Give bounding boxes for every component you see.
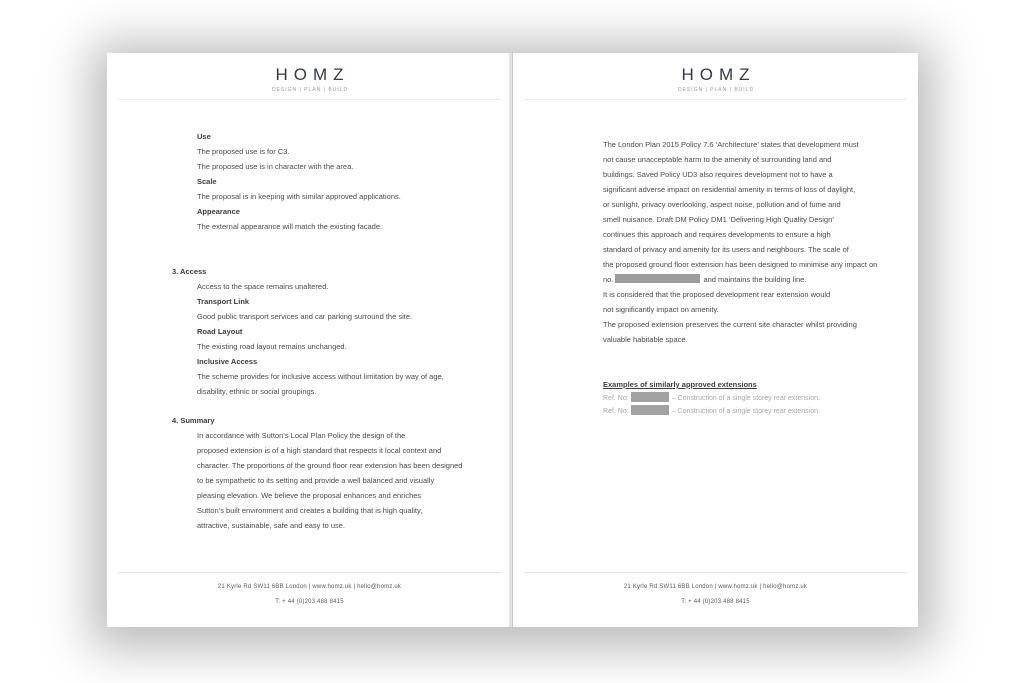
redacted-line bbox=[603, 272, 894, 287]
document-page-left bbox=[107, 53, 512, 627]
footer-divider bbox=[524, 572, 907, 573]
body-line: to be sympathetic to its setting and provide a well balanced and visually bbox=[197, 476, 435, 485]
logo-tagline: DESIGN | PLAN | BUILD bbox=[677, 87, 755, 93]
page-content bbox=[172, 129, 488, 533]
body-line: character. The proportions of the ground floor rear extension has been designed bbox=[197, 461, 463, 470]
spacer bbox=[603, 347, 894, 377]
spacer bbox=[197, 234, 488, 264]
page-header bbox=[107, 65, 512, 93]
logo-tagline: DESIGN | PLAN | BUILD bbox=[271, 87, 349, 93]
body-line: The proposed use is in character with the area. bbox=[197, 162, 354, 171]
spacer bbox=[197, 399, 488, 413]
body-line: or sunlight, privacy overlooking, aspect noise, pollution and of fume and bbox=[603, 200, 841, 209]
body-line: the proposed ground floor extension has been designed to minimise any impact on bbox=[603, 260, 878, 269]
header-divider bbox=[118, 99, 501, 100]
page-footer bbox=[513, 580, 918, 610]
body-line: Sutton’s built environment and creates a building that is high quality, bbox=[197, 506, 423, 515]
body-line: significant adverse impact on residential amenity in terms of loss of daylight, bbox=[603, 185, 856, 194]
sub-heading: Appearance bbox=[197, 207, 240, 216]
sub-heading: Transport Link bbox=[197, 297, 250, 306]
section-heading: 3. Access bbox=[172, 267, 207, 276]
page-header bbox=[513, 65, 918, 93]
body-line: proposed extension is of a high standard that respects it local context and bbox=[197, 446, 442, 455]
reference-line bbox=[603, 405, 894, 418]
body-line: attractive, sustainable, safe and easy to use. bbox=[197, 521, 346, 530]
body-line: not cause unacceptable harm to the amenity of surrounding land and bbox=[603, 155, 832, 164]
reference-line bbox=[603, 392, 894, 405]
body-line: The proposed extension preserves the current site character whilst providing bbox=[603, 320, 857, 329]
line-text: and maintains the building line. bbox=[703, 275, 807, 284]
sub-heading: Use bbox=[197, 132, 211, 141]
line-text: – Construction of a single storey rear extension. bbox=[671, 408, 820, 415]
line-prefix: Ref. No: bbox=[603, 395, 629, 402]
body-line: continues this approach and requires developments to ensure a high bbox=[603, 230, 831, 239]
body-line: not significantly impact on amenity. bbox=[603, 305, 719, 314]
body-line: The external appearance will match the existing facade. bbox=[197, 222, 383, 231]
body-line: It is considered that the proposed development rear extension would bbox=[603, 290, 831, 299]
body-line: The London Plan 2015 Policy 7.6 ‘Architecture’ states that development must bbox=[603, 140, 859, 149]
body-line: smell nuisance. Draft DM Policy DM1 ‘Delivering High Quality Design’ bbox=[603, 215, 834, 224]
footer-address: 21 Kyrle Rd SW11 6BB London | www.homz.uk | hello@homz.uk bbox=[623, 584, 808, 590]
body-line: Good public transport services and car parking surround the site. bbox=[197, 312, 413, 321]
line-prefix: no. bbox=[603, 275, 614, 284]
line-prefix: Ref. No: bbox=[603, 408, 629, 415]
document-page-right bbox=[512, 53, 918, 627]
body-line: pleasing elevation. We believe the proposal enhances and enriches bbox=[197, 491, 422, 500]
body-line: The existing road layout remains unchanged. bbox=[197, 342, 347, 351]
footer-divider bbox=[118, 572, 501, 573]
body-line: valuable habitable space. bbox=[603, 335, 688, 344]
footer-address: 21 Kyrle Rd SW11 6BB London | www.homz.uk | hello@homz.uk bbox=[217, 584, 402, 590]
header-divider bbox=[524, 99, 907, 100]
redaction-box bbox=[615, 274, 700, 283]
page-content bbox=[603, 137, 894, 418]
examples-heading: Examples of similarly approved extensions bbox=[603, 380, 757, 389]
sub-heading: Road Layout bbox=[197, 327, 243, 336]
body-line: standard of privacy and amenity for its users and neighbours. The scale of bbox=[603, 245, 849, 254]
body-line: The proposed use is for C3. bbox=[197, 147, 290, 156]
page-footer bbox=[107, 580, 512, 610]
homz-logo: HOMZ bbox=[275, 65, 350, 84]
line-text: – Construction of a single storey rear extension. bbox=[671, 395, 820, 402]
body-line: The scheme provides for inclusive access without limitation by way of age, bbox=[197, 372, 444, 381]
body-line: In accordance with Sutton’s Local Plan Policy the design of the bbox=[197, 431, 406, 440]
sub-heading: Inclusive Access bbox=[197, 357, 258, 366]
homz-logo: HOMZ bbox=[681, 65, 756, 84]
body-line: disability, ethnic or social groupings. bbox=[197, 387, 317, 396]
body-line: Access to the space remains unaltered. bbox=[197, 282, 329, 291]
redaction-box bbox=[631, 405, 669, 415]
redaction-box bbox=[631, 392, 669, 402]
footer-phone: T: + 44 (0)203 488 8415 bbox=[681, 599, 750, 605]
section-heading: 4. Summary bbox=[172, 416, 215, 425]
body-line: buildings. Saved Policy UD3 also requires development not to have a bbox=[603, 170, 833, 179]
footer-phone: T: + 44 (0)203 488 8415 bbox=[275, 599, 344, 605]
body-line: The proposal is in keeping with similar approved applications. bbox=[197, 192, 401, 201]
sub-heading: Scale bbox=[197, 177, 217, 186]
